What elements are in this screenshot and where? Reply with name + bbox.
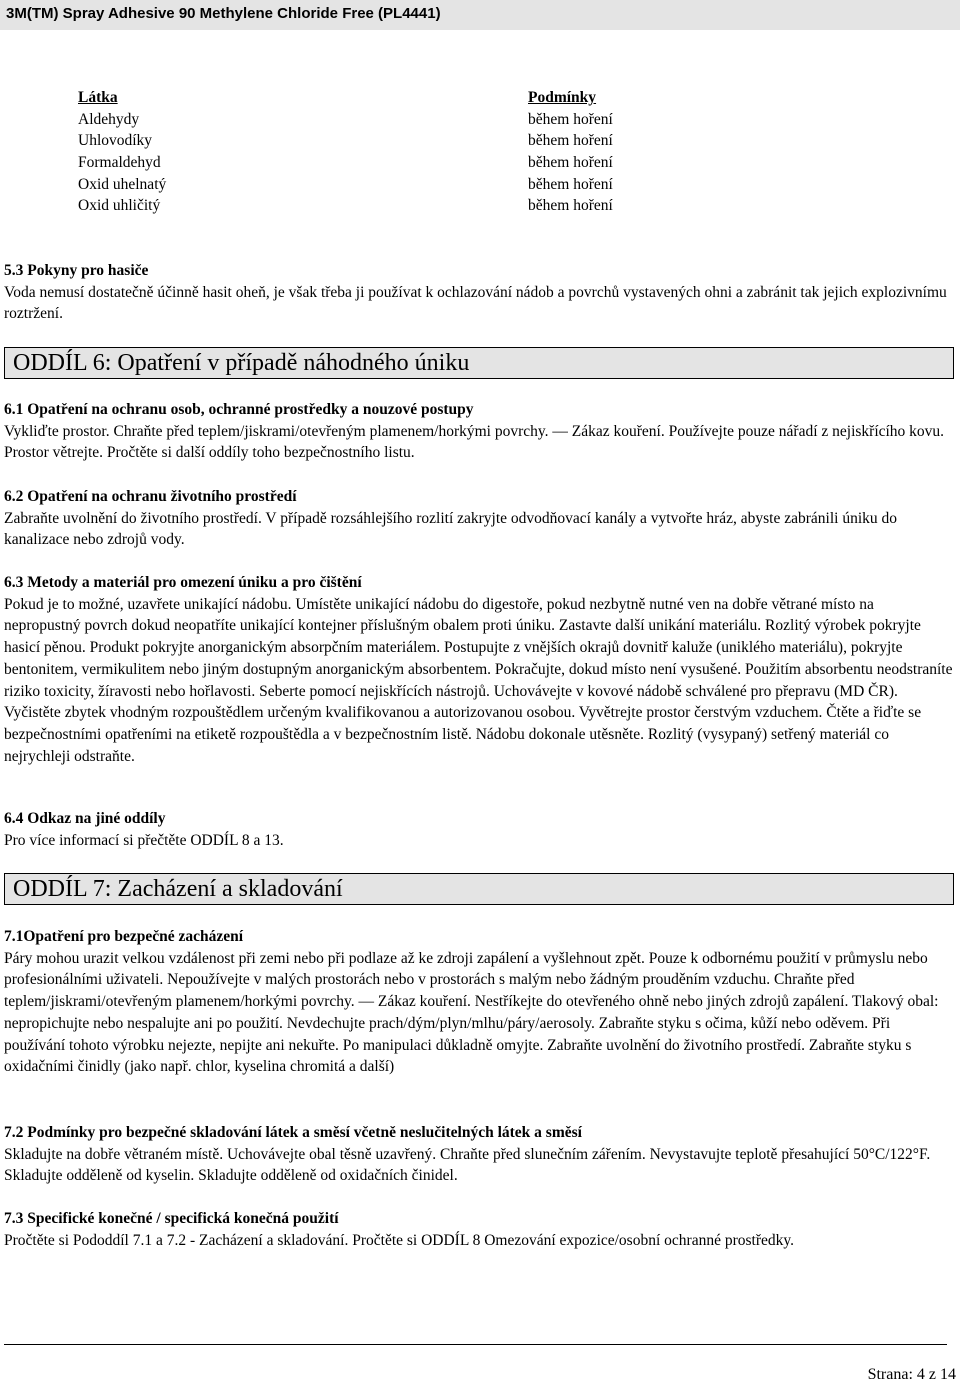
- subsection-heading: 7.3 Specifické konečné / specifická konečná použití: [4, 1210, 339, 1227]
- subsection-6-4: [4, 808, 954, 851]
- subsection-heading: 5.3 Pokyny pro hasiče: [4, 262, 149, 279]
- conditions-column: [528, 87, 828, 217]
- page-number: Strana: 4 z 14: [867, 1366, 956, 1383]
- subsection-6-2: [4, 486, 954, 551]
- conditions-header: Podmínky: [528, 89, 597, 106]
- substance-cell: Oxid uhličitý: [78, 197, 161, 215]
- subsection-text: Pro více informací si přečtěte ODDÍL 8 a 13.: [4, 831, 284, 849]
- section-7-header: [4, 873, 954, 905]
- subsection-6-3: [4, 572, 954, 767]
- subsection-text: Voda nemusí dostatečně účinně hasit oheň, je však třeba ji používat k ochlazování nádob a povrchů vystavených ohni a zabránit tak jejich explozivnímu roztržení.: [4, 283, 947, 323]
- substance-cell: Uhlovodíky: [78, 132, 153, 150]
- subsection-heading: 6.3 Metody a materiál pro omezení úniku a pro čištění: [4, 574, 362, 591]
- document-header: [0, 0, 960, 30]
- substance-cell: Aldehydy: [78, 110, 140, 128]
- subsection-heading: 6.2 Opatření na ochranu životního prostředí: [4, 488, 297, 505]
- subsection-heading: 6.4 Odkaz na jiné oddíly: [4, 810, 166, 827]
- subsection-heading: 7.2 Podmínky pro bezpečné skladování látek a směsí včetně neslučitelných látek a směsí: [4, 1124, 582, 1141]
- subsection-7-2: [4, 1122, 954, 1187]
- document-title: 3M(TM) Spray Adhesive 90 Methylene Chloride Free (PL4441): [6, 5, 441, 22]
- subsection-6-1: [4, 399, 954, 464]
- condition-cell: během hoření: [528, 175, 613, 193]
- substance-cell: Oxid uhelnatý: [78, 175, 167, 193]
- section-6-header: [4, 347, 954, 379]
- subsection-text: Skladujte na dobře větraném místě. Uchovávejte obal těsně uzavřený. Chraňte před slunečním zářením. Nevystavujte teplotě přesahující 50°C/122°F. Skladujte odděleně od kyselin. Skladujte odděleně od oxidačních činidel.: [4, 1145, 931, 1185]
- condition-cell: během hoření: [528, 110, 613, 128]
- subsection-7-3: [4, 1208, 954, 1251]
- subsection-heading: 6.1 Opatření na ochranu osob, ochranné prostředky a nouzové postupy: [4, 401, 474, 418]
- condition-cell: během hoření: [528, 154, 613, 172]
- substance-header: Látka: [78, 89, 118, 106]
- subsection-text: Páry mohou urazit velkou vzdálenost při zemi nebo při podlaze až ke zdroji zapálení a vyšlehnout zpět. Pouze k odbornému použití v průmyslu nebo profesionálními uživateli. Nepoužívejte v malých prostorách nebo v prostorách s malým nebo žádným prouděním vzduchu. Chraňte před teplem/jiskrami/otevřeným plamenem/horkými povrchy. — Zákaz kouření. Nestříkejte do otevřeného ohně nebo jiných zdrojů zapálení. Tlakový obal: nepropichujte nebo nespalujte ani po použití. Nevdechujte prach/dým/plyn/mlhu/páry/aerosoly. Zabraňte styku s očima, kůží nebo oděvem. Při používání tohoto výrobku nejezte, nepijte ani nekuřte. Po manipulaci důkladně omyjte. Zabraňte uvolnění do životního prostředí. Zabraňte styku s oxidačními činidly (jako např. chlor, kyselina chromitá a další): [4, 949, 939, 1076]
- section-title: ODDÍL 7: Zacházení a skladování: [13, 876, 343, 902]
- subsection-7-1: [4, 926, 954, 1078]
- subsection-text: Pročtěte si Pododdíl 7.1 a 7.2 - Zacházení a skladování. Pročtěte si ODDÍL 8 Omezování expozice/osobní ochranné prostředky.: [4, 1231, 794, 1249]
- substance-column: [78, 87, 478, 217]
- subsection-text: Vykliďte prostor. Chraňte před teplem/jiskrami/otevřeným plamenem/horkými povrchy. — Zákaz kouření. Používejte pouze nářadí z nejiskřícího kovu. Prostor větrejte. Pročtěte si další oddíly toho bezpečnostního listu.: [4, 422, 945, 462]
- subsection-5-3: [4, 260, 954, 325]
- subsection-heading: 7.1Opatření pro bezpečné zacházení: [4, 928, 244, 945]
- condition-cell: během hoření: [528, 132, 613, 150]
- condition-cell: během hoření: [528, 197, 613, 215]
- footer-divider: [4, 1344, 947, 1345]
- subsection-text: Pokud je to možné, uzavřete unikající nádobu. Umístěte unikající nádobu do digestoře, pokud nezbytně nutné ven na dobře větrané místo na nepropustný povrch dokud neopatříte unikající kontejner příslušným obalem proti úniku. Zastavte další unikání materiálu. Rozlitý výrobek pokryjte hasicí pěnou. Produkt pokryjte anorganickým absorpčním materiálem. Postupujte z vnějších okrajů dovnitř kaluže (uniklého materiálu), pokryjte bentonitem, vermikulitem nebo jiným dostupným anorganickým absorbentem. Pokračujte, dokud místo není vysušené. Použitím absorbentu neodstraníte riziko toxicity, žíravosti nebo hořlavosti. Seberte pomocí nejiskřících nástrojů. Uchovávejte v kovové nádobě schválené pro přepravu (MD ČR). Vyčistěte zbytek vhodným rozpouštědlem určeným kvalifikovanou a autorizovanou osobou. Vyvětrejte prostor čerstvým vzduchem. Čtěte a řiďte se bezpečnostními opatřeními na etiketě rozpouštědla a v bezpečnostním listě. Nádobu dokonale utěsněte. Rozlitý (vysypaný) setřený materiál co nejrychleji odstraňte.: [4, 595, 953, 765]
- section-title: ODDÍL 6: Opatření v případě náhodného úniku: [13, 350, 470, 376]
- substance-cell: Formaldehyd: [78, 154, 161, 172]
- subsection-text: Zabraňte uvolnění do životního prostředí. V případě rozsáhlejšího rozlití zakryjte odvodňovací kanály a vytvořte hráz, abyste zabránili úniku do kanalizace nebo zdrojů vody.: [4, 509, 897, 549]
